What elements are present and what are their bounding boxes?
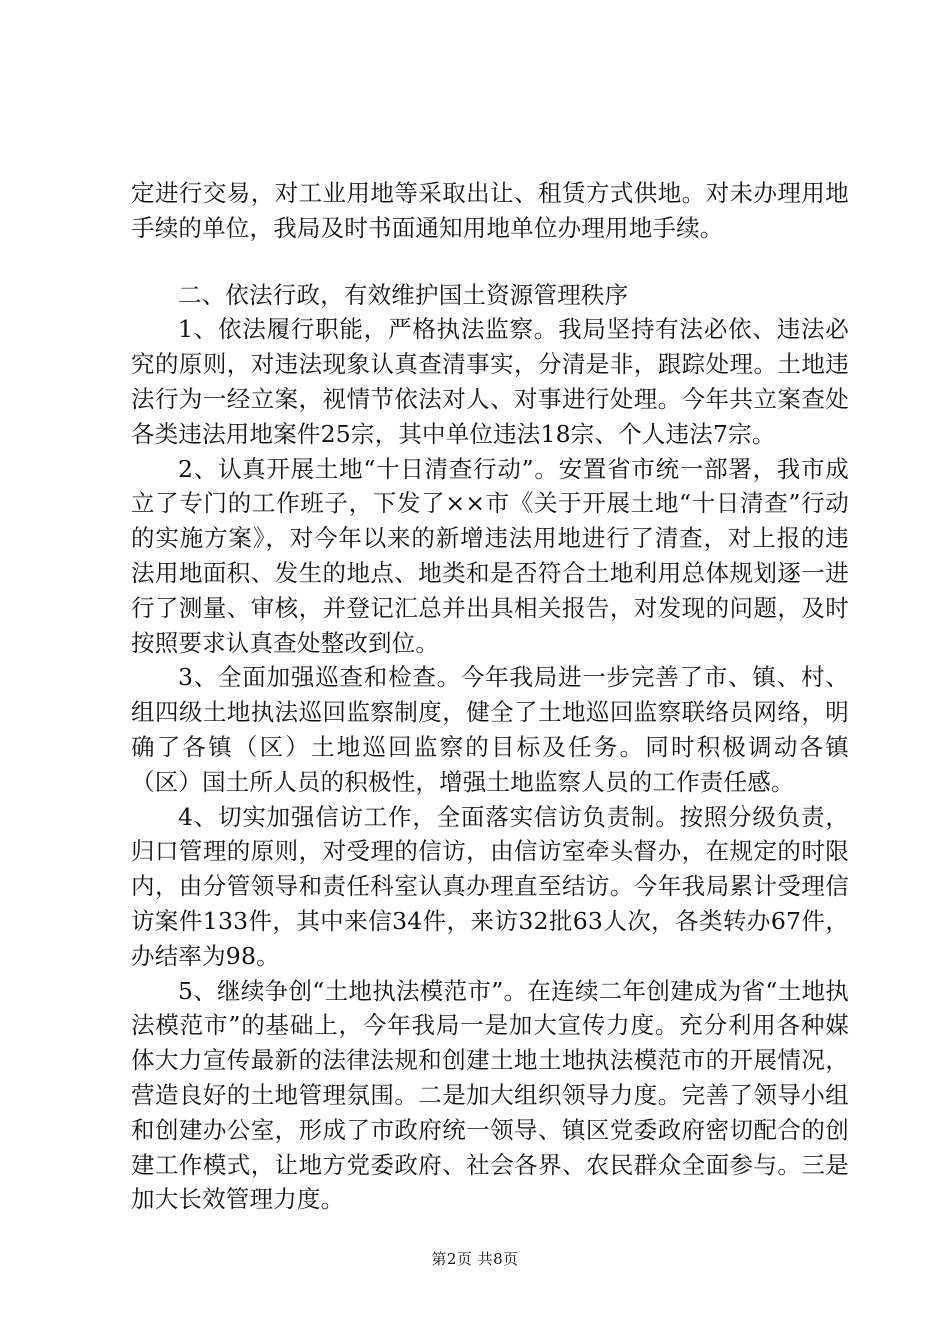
paragraph-item-2: 2、认真开展土地“十日清查行动”。安置省市统一部署，我市成立了专门的工作班子，下发了××市《关于开展土地“十日清查”行动的实施方案》，对今年以来的新增违法用地进行了清查，对上报的违法用地面积、发生的地点、地类和是否符合土地利用总体规划逐一进行了测量、审核，并登记汇总并出具相关报告，对发现的问题，及时按照要求认真查处整改到位。 [131,454,849,657]
page-footer: 第2页 共8页 [431,1250,519,1268]
section-heading: 二、依法行政，有效维护国土资源管理秩序 [178,280,629,309]
paragraph-item-1: 1、依法履行职能，严格执法监察。我局坚持有法必依、违法必究的原则，对违法现象认真查清事实，分清是非，跟踪处理。土地违法行为一经立案，视情节依法对人、对事进行处理。今年共立案查处各类违法用地案件25宗，其中单位违法18宗、个人违法7宗。 [131,315,849,448]
paragraph-item-3: 3、全面加强巡查和检查。今年我局进一步完善了市、镇、村、组四级土地执法巡回监察制度，健全了土地巡回监察联络员网络，明确了各镇（区）土地巡回监察的目标及任务。同时积极调动各镇（区）国土所人员的积极性，增强土地监察人员的工作责任感。 [131,663,849,796]
paragraph-item-4: 4、切实加强信访工作，全面落实信访负责制。按照分级负责，归口管理的原则，对受理的信访，由信访室牵头督办，在规定的时限内，由分管领导和责任科室认真办理直至结访。今年我局累计受理信访案件133件，其中来信34件，来访32批63人次，各类转办67件，办结率为98。 [131,802,849,970]
document-body [131,176,849,1217]
paragraph-item-5: 5、继续争创“土地执法模范市”。在连续二年创建成为省“土地执法模范市”的基础上，今年我局一是加大宣传力度。充分利用各种媒体大力宣传最新的法律法规和创建土地土地执法模范市的开展情况，营造良好的土地管理氛围。二是加大组织领导力度。完善了领导小组和创建办公室，形成了市政府统一领导、镇区党委政府密切配合的创建工作模式，让地方党委政府、社会各界、农民群众全面参与。三是加大长效管理力度。 [131,976,849,1214]
paragraph-continuation: 定进行交易，对工业用地等采取出让、租赁方式供地。对未办理用地手续的单位，我局及时书面通知用地单位办理用地手续。 [131,179,849,242]
